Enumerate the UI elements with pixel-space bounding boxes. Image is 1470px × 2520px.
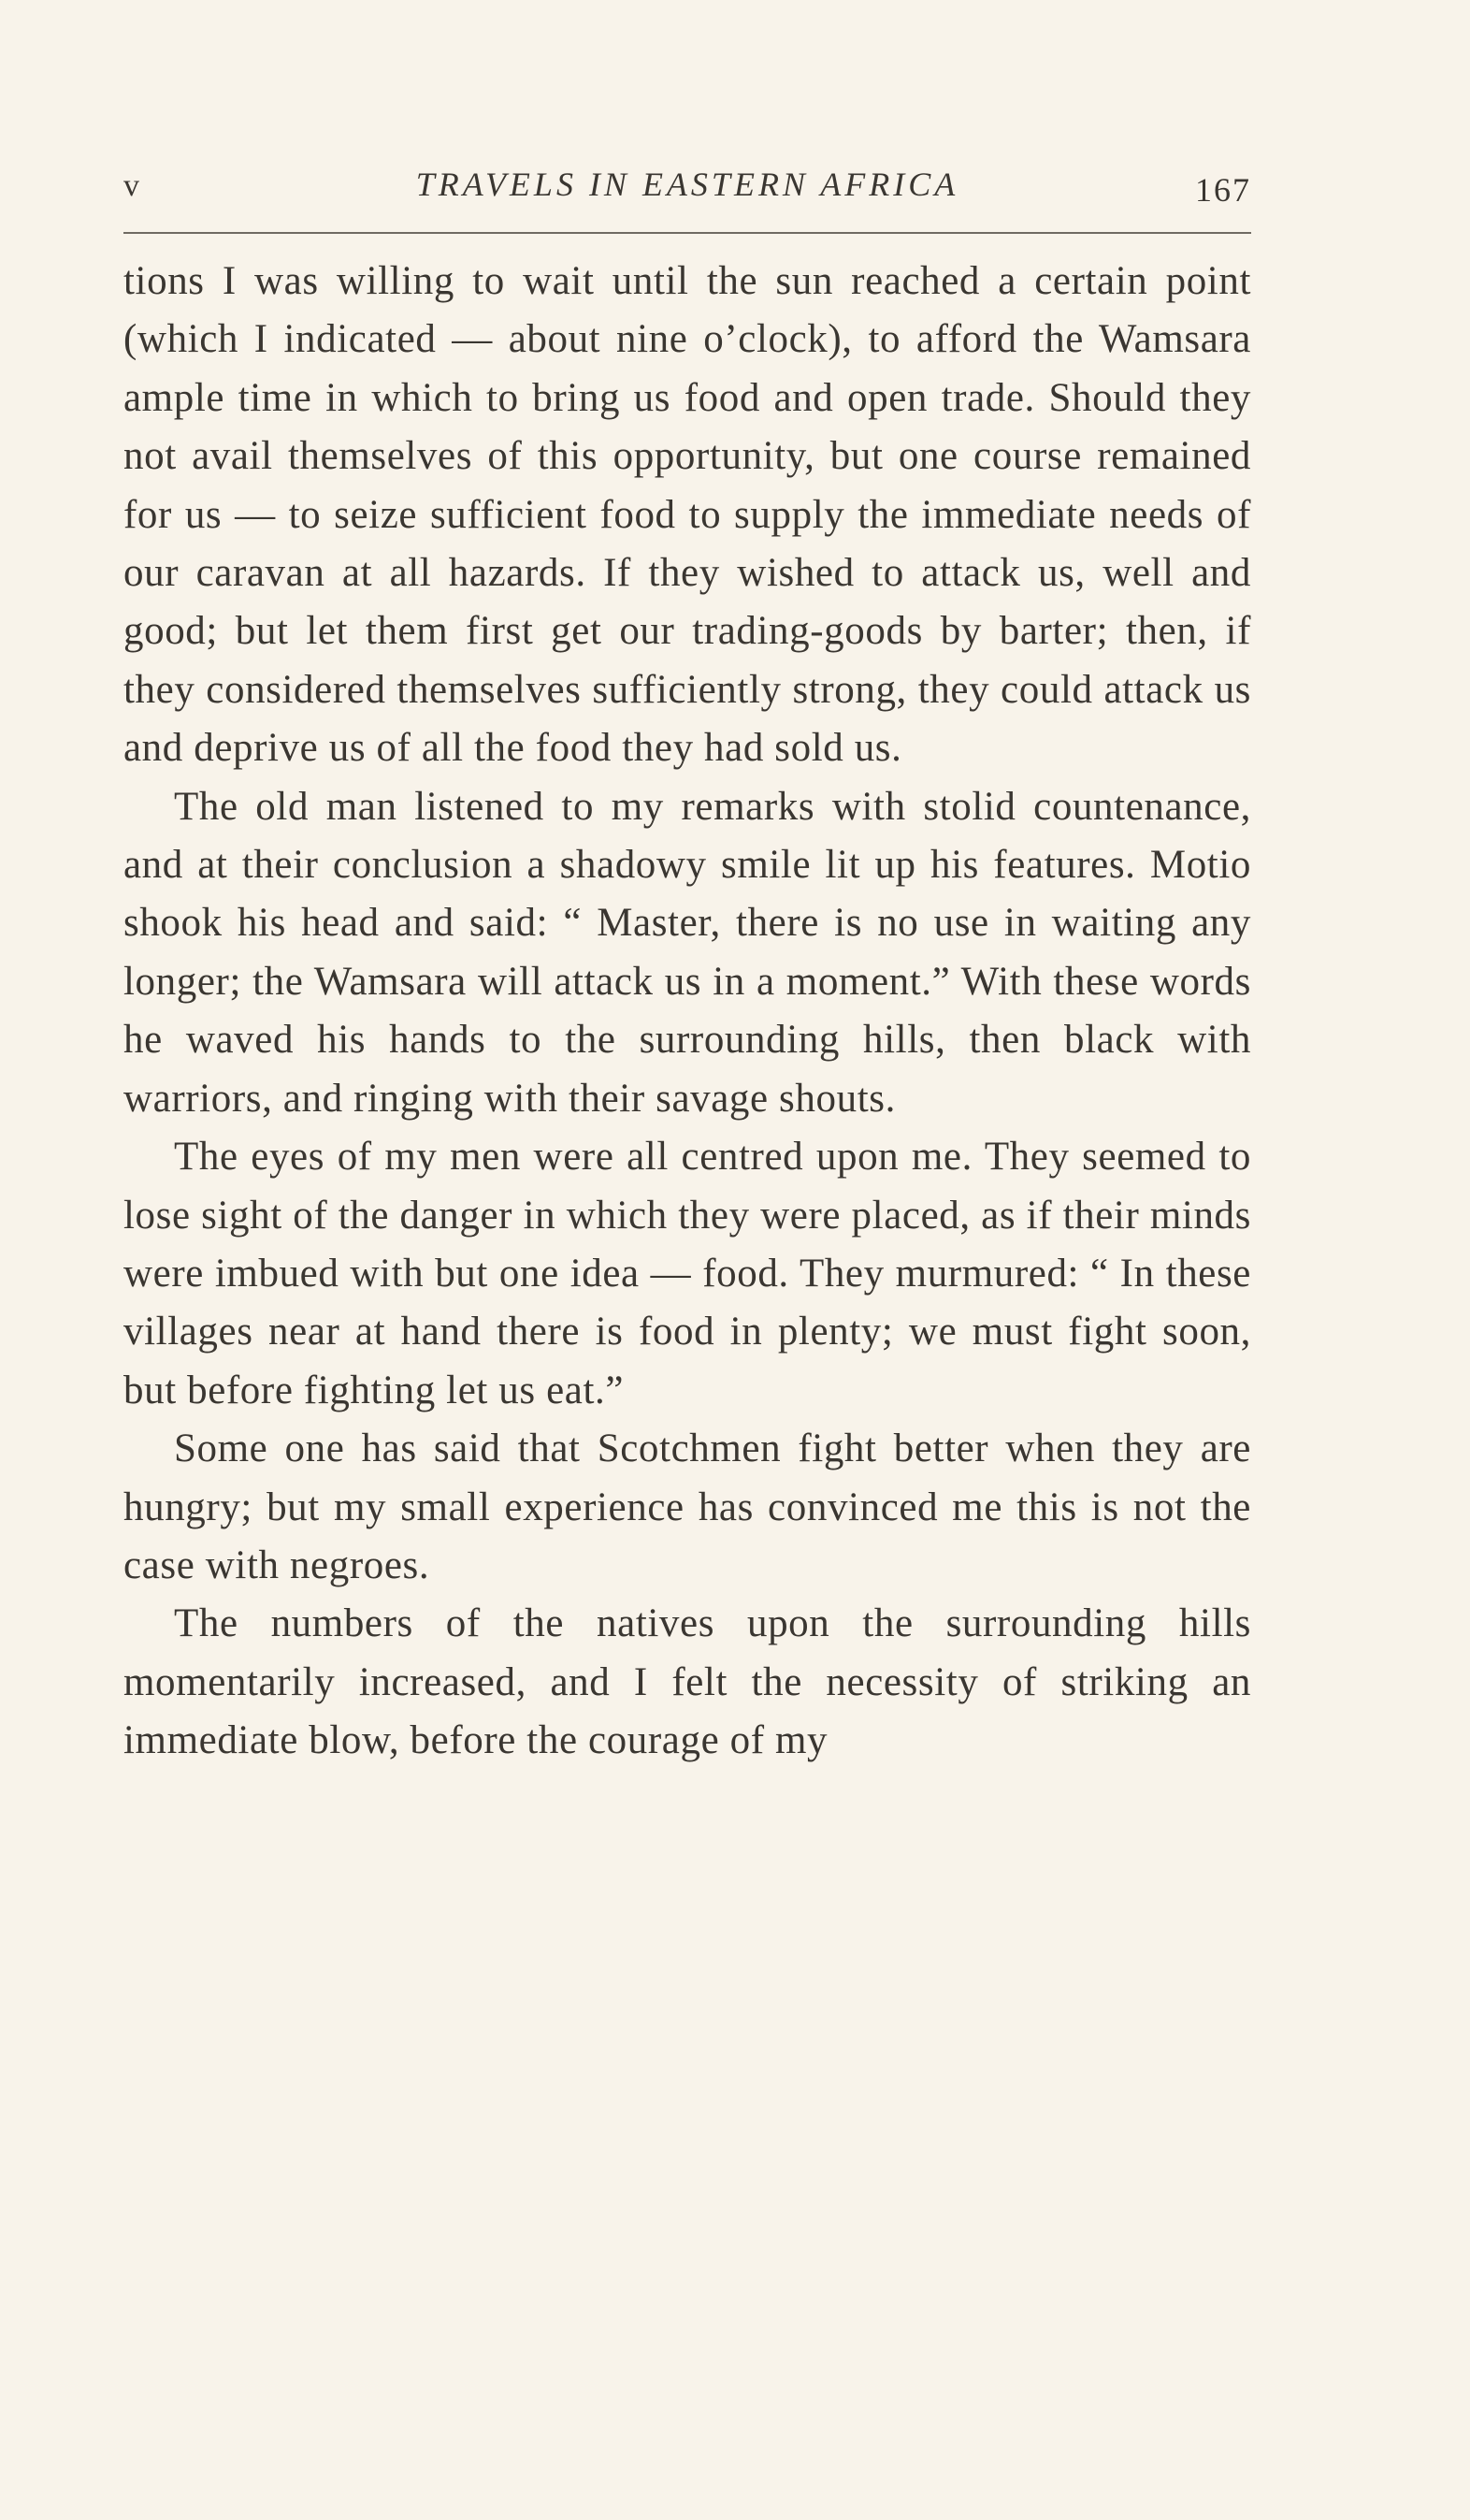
- chapter-number: v: [123, 168, 141, 203]
- book-page: [123, 159, 1251, 1763]
- paragraph-continued: tions I was willing to wait until the sun reached a certain point (which I indicated — about nine o’clock), to afford the Wamsara ample time in which to bring us food and open trade. Should they not avail themselves of this opportunity, but one course remained for us — to seize sufficient food to supply the immediate needs of our caravan at all hazards. If they wished to attack us, well and good; but let them first get our trading-goods by barter; then, if they considered themselves sufficiently strong, they could attack us and deprive us of all the food they had sold us.: [123, 259, 1251, 771]
- body-text: [123, 253, 1251, 1771]
- header-rule: [123, 232, 1251, 234]
- paragraph: The eyes of my men were all centred upon me. They seemed to lose sight of the danger in which they were placed, as if their minds were imbued with but one idea — food. They murmured: “ In these villages near at hand there is food in plenty; we must fight soon, but before fighting let us eat.”: [123, 1135, 1251, 1412]
- running-title: TRAVELS IN EASTERN AFRICA: [415, 166, 959, 203]
- running-head: [123, 159, 1251, 215]
- paragraph: The numbers of the natives upon the surrounding hills momentarily increased, and I felt the necessity of striking an immediate blow, before the courage of my: [123, 1601, 1251, 1763]
- page-number: 167: [1195, 171, 1251, 209]
- paragraph: The old man listened to my remarks with stolid countenance, and at their conclusion a shadowy smile lit up his features. Motio shook his head and said: “ Master, there is no use in waiting any longer; the Wamsara will attack us in a moment.” With these words he waved his hands to the surrounding hills, then black with warriors, and ringing with their savage shouts.: [123, 784, 1251, 1121]
- paragraph: Some one has said that Scotchmen fight better when they are hungry; but my small experience has convinced me this is not the case with negroes.: [123, 1427, 1251, 1587]
